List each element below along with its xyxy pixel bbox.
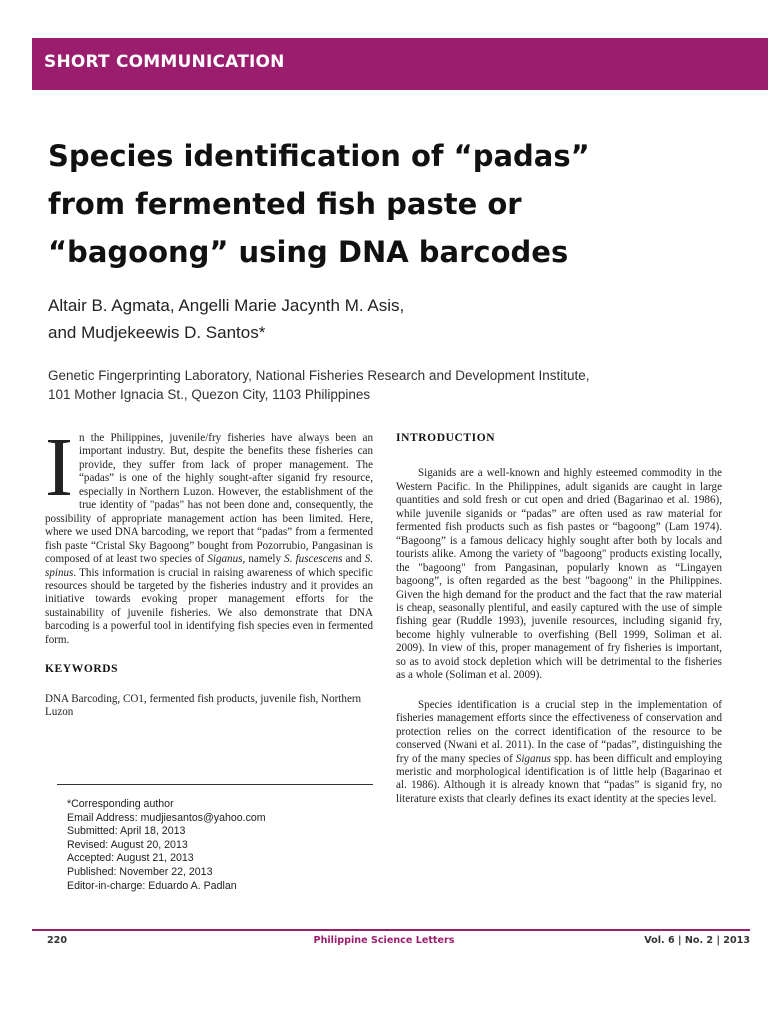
- correspondence-line: Published: November 22, 2013: [67, 865, 213, 878]
- drop-cap: I: [45, 421, 73, 514]
- keywords-text: DNA Barcoding, CO1, fermented fish products, juvenile fish, Northern Luzon: [45, 692, 362, 719]
- correspondence-line: Accepted: August 21, 2013: [67, 852, 194, 865]
- introduction-heading: INTRODUCTION: [396, 432, 496, 444]
- species-name: S. spinus: [45, 553, 373, 579]
- left-column: [45, 421, 373, 720]
- affiliation: [48, 366, 738, 404]
- abstract-text: and: [342, 553, 365, 566]
- paragraph-text: Species identification is a crucial step in the implementation of fisheries management efforts since the effectiveness of conservation and protection relies on the correct identification of the resource to be conserved (Nwani et al. 2011). In the case of “padas”, distinguishing the fry of the many species of: [396, 698, 722, 765]
- correspondence-block: [67, 798, 367, 893]
- title-line: from fermented fish paste or: [48, 187, 522, 221]
- volume-info: Vol. 6 | No. 2 | 2013: [644, 935, 750, 946]
- paragraph-text: spp. has been difficult and employing meristic and morphological identification is of little help (Bagarinao et al. 1986). Although it is already known that “padas” is siganid fry, no literature exists that clearly defines its exact identity at the species level.: [396, 752, 722, 805]
- footer-rule: [32, 929, 750, 931]
- correspondence-email[interactable]: Email Address: mudjiesantos@yahoo.com: [67, 811, 266, 824]
- author-list: [48, 292, 738, 346]
- journal-name: Philippine Science Letters: [313, 935, 455, 946]
- correspondence-line: Editor-in-charge: Eduardo A. Padlan: [67, 879, 237, 892]
- genus-name: Siganus: [515, 752, 551, 765]
- abstract-text: n the Philippines, juvenile/fry fisheries have always been an important industry. But, despite the benefits these fisheries can provide, they suffer from lack of proper management. The “padas” is one of the highly sought-after siganid fry resource, especially in Northern Luzon. However, the establishment of the true identity of "padas" has not been done and, consequently, the possibility of appropriate management action has been limited. Here, where we used DNA barcoding, we report that “padas” from a fermented fish paste “Cristal Sky Bagoong” bought from Pozorrubio, Pangasinan is composed of at least two species of: [45, 432, 373, 566]
- author-line: and Mudjekeewis D. Santos*: [48, 323, 266, 342]
- footnote-divider: [57, 784, 373, 785]
- article-title: [48, 132, 738, 276]
- section-label: SHORT COMMUNICATION: [44, 52, 285, 72]
- keywords-heading: KEYWORDS: [45, 663, 119, 676]
- abstract: [45, 421, 373, 647]
- correspondence-line: Submitted: April 18, 2013: [67, 825, 186, 838]
- correspondence-line: Revised: August 20, 2013: [67, 838, 188, 851]
- species-name: S. fuscescens: [284, 553, 343, 566]
- abstract-text: , namely: [242, 553, 285, 566]
- affiliation-line: 101 Mother Ignacia St., Quezon City, 1103 Philippines: [48, 387, 371, 402]
- correspondence-line: *Corresponding author: [67, 798, 174, 810]
- introduction-paragraph: [396, 699, 722, 807]
- title-line: “bagoong” using DNA barcodes: [48, 235, 569, 269]
- page-number: 220: [47, 935, 68, 946]
- introduction-paragraph: Siganids are a well-known and highly esteemed commodity in the Western Pacific. In the Philippines, adult siganids are caught in large quantities and sold fresh or cut open and dried (Bagarinao et al. 1986), while juvenile siganids or “padas” are often used as raw material for fermented fish products such as fish pastes or “bagoong” (Lam 1974). “Bagoong” is a famous delicacy highly sought after both by locals and tourists alike. Among the variety of "bagoong" products existing locally, the "bagoong" from Pangasinan, popularly known as “Lingayen bagoong”, is often regarded as the best "bagoong" in the Philippines. Given the high demand for the product and the fact that the raw material is cheap, seasonally plentiful, and easily captured with the use of simple fishing gear (Ruddle 1993), juvenile resources, including siganid fry, become highly vulnerable to overfishing (Bell 1999, Soliman et al. 2009). In view of this, proper management of fry fisheries is important, so as to avoid stock depletion which will be detrimental to the fisheries as a whole (Soliman et al. 2009).: [396, 467, 722, 682]
- right-column: [396, 432, 722, 806]
- affiliation-line: Genetic Fingerprinting Laboratory, National Fisheries Research and Development Institute,: [48, 368, 590, 383]
- author-line: Altair B. Agmata, Angelli Marie Jacynth M. Asis,: [48, 296, 405, 315]
- section-banner: [32, 38, 768, 90]
- abstract-text: . This information is crucial in raising awareness of which specific resources should be targeted by the fisheries industry and it provides an initiative towards evoking proper management efforts for the sustainability of juvenile fisheries. We also demonstrate that DNA barcoding is a powerful tool in identifying fish species even in fermented form.: [45, 566, 373, 646]
- title-line: Species identification of “padas”: [48, 139, 590, 173]
- genus-name: Siganus: [207, 553, 243, 566]
